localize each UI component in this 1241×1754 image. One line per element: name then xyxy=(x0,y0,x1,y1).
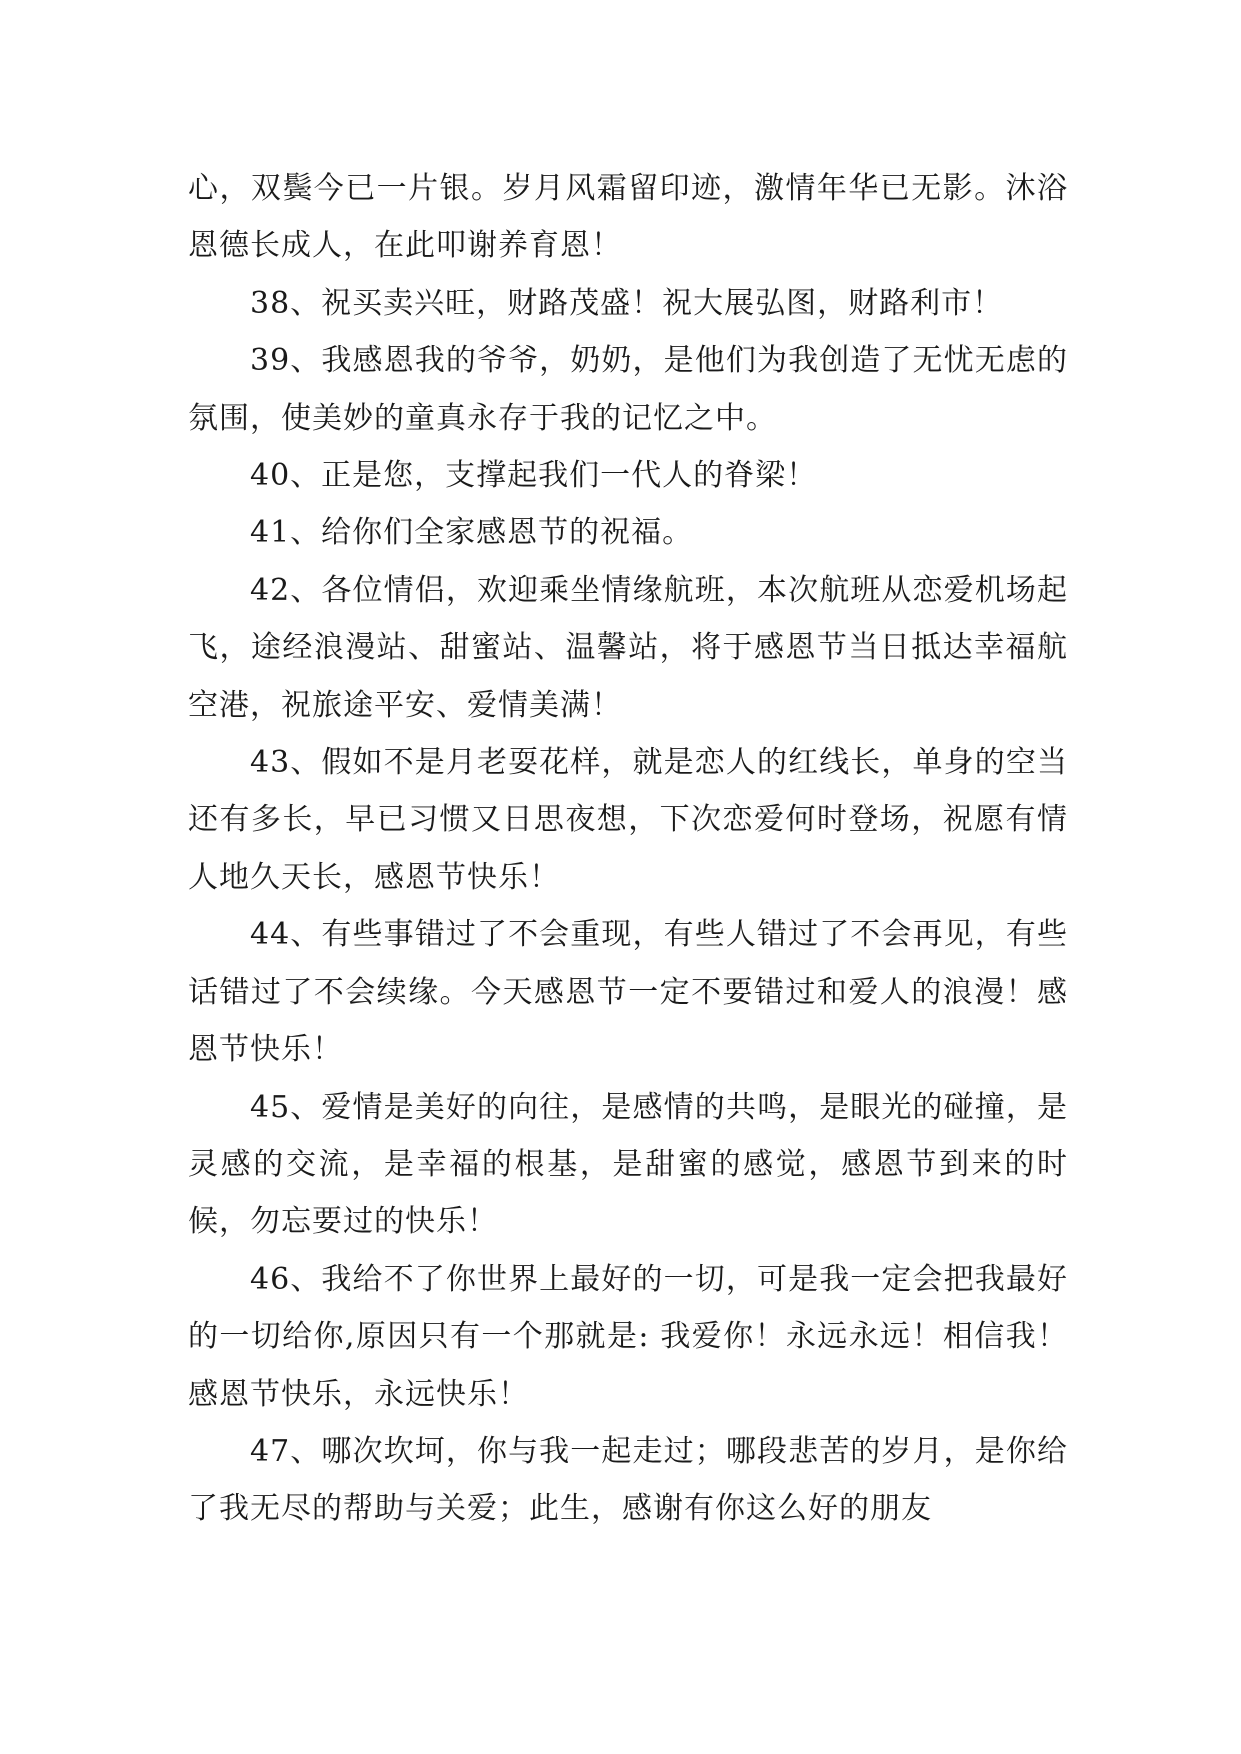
paragraph-44: 44、有些事错过了不会重现，有些人错过了不会再见，有些话错过了不会续缘。今天感恩节一定不要错过和爱人的浪漫！感恩节快乐！ xyxy=(188,917,1068,1068)
paragraph-38: 38、祝买卖兴旺，财路茂盛！祝大展弘图，财路利市！ xyxy=(250,285,1004,321)
document-body xyxy=(188,160,1068,1538)
paragraph-42: 42、各位情侣，欢迎乘坐情缘航班，本次航班从恋爱机场起飞，途经浪漫站、甜蜜站、温馨站，将于感恩节当日抵达幸福航空港，祝旅途平安、爱情美满！ xyxy=(188,572,1068,723)
paragraph-39: 39、我感恩我的爷爷，奶奶，是他们为我创造了无忧无虑的氛围，使美妙的童真永存于我的记忆之中。 xyxy=(188,343,1068,436)
paragraph-41: 41、给你们全家感恩节的祝福。 xyxy=(250,515,694,551)
paragraph-40: 40、正是您，支撑起我们一代人的脊梁！ xyxy=(250,458,818,494)
paragraph-continuation: 心，双鬓今已一片银。岁月风霜留印迹，激情年华已无影。沐浴恩德长成人，在此叩谢养育恩！ xyxy=(188,171,1068,264)
paragraph-45: 45、爱情是美好的向往，是感情的共鸣，是眼光的碰撞，是灵感的交流，是幸福的根基，是甜蜜的感觉，感恩节到来的时候，勿忘要过的快乐！ xyxy=(188,1089,1068,1240)
paragraph-46: 46、我给不了你世界上最好的一切，可是我一定会把我最好的一切给你,原因只有一个那就是: 我爱你！永远永远！相信我！感恩节快乐，永远快乐！ xyxy=(188,1261,1068,1412)
paragraph-43: 43、假如不是月老耍花样，就是恋人的红线长，单身的空当还有多长，早已习惯又日思夜想，下次恋爱何时登场，祝愿有情人地久天长，感恩节快乐！ xyxy=(188,745,1068,895)
paragraph-47: 47、哪次坎坷，你与我一起走过；哪段悲苦的岁月，是你给了我无尽的帮助与关爱；此生，感谢有你这么好的朋友 xyxy=(188,1433,1068,1527)
